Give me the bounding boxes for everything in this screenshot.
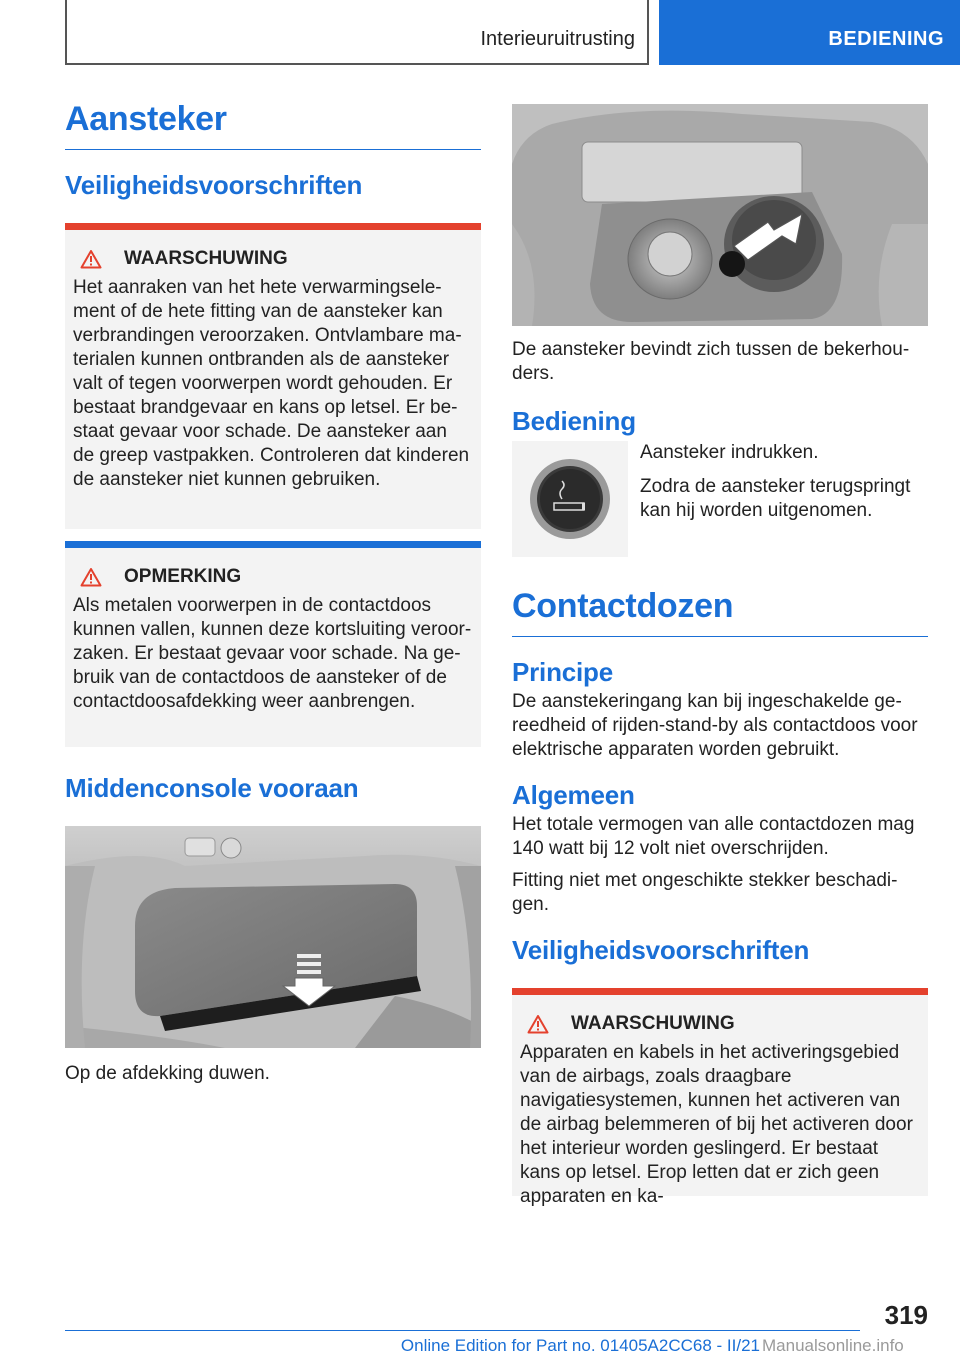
page-number: 319 bbox=[884, 1300, 928, 1330]
notice-label: OPMERKING bbox=[124, 566, 242, 587]
sockets-warning-label: WAARSCHUWING bbox=[571, 1013, 735, 1034]
warning-text: Het aanraken van het hete verwarmingselement of de hete fitting van de aansteker kan verbrandingen veroorzaken. Ontvlambare materialen kunnen ontbranden als de aansteker valt of tegen voorwerpen wordt gehouden. Er bestaat brandgevaar en kans op letsel. Er bestaat gevaar voor schade. De aansteker aan de greep vastpakken. Controleren dat kinderen de aansteker niet kunnen gebruiken. bbox=[73, 277, 470, 490]
section-title-contactdozen: Contactdozen bbox=[512, 587, 928, 637]
principle-text: De aanstekeringang kan bij ingeschakelde gereedheid of rijden-stand-by als contactdoos voor elektrische apparaten worden gebruikt. bbox=[512, 691, 918, 760]
general-text-1: Het totale vermogen van alle contactdozen mag 140 watt bij 12 volt niet overschrijden. bbox=[512, 814, 915, 859]
sockets-warning-box bbox=[512, 988, 928, 1207]
heading-middle-console: Middenconsole vooraan bbox=[65, 773, 359, 803]
notice-title bbox=[73, 566, 473, 588]
notice-text: Als metalen voorwerpen in de contactdoos kunnen vallen, kunnen deze kortsluiting veroorzaken. Er bestaat gevaar voor schade. Na gebruik van de contactdoos de aansteker of de contactdoosafdekking weer aanbrengen. bbox=[73, 595, 472, 712]
warning-triangle-icon bbox=[80, 567, 102, 587]
heading-general: Algemeen bbox=[512, 780, 635, 810]
right-column bbox=[512, 104, 928, 1207]
console-cover-photo bbox=[65, 826, 481, 1048]
warning-title bbox=[73, 248, 473, 270]
notice-box bbox=[65, 541, 481, 747]
warning-box bbox=[65, 223, 481, 529]
operation-step-1: Aansteker indrukken. bbox=[640, 442, 819, 463]
sockets-warning-title bbox=[520, 1013, 920, 1035]
footer-edition: Online Edition for Part no. 01405A2CC68 - II/21 bbox=[400, 1336, 760, 1355]
heading-operation: Bediening bbox=[512, 406, 636, 436]
warning-triangle-icon bbox=[80, 249, 102, 269]
cupholder-caption: De aansteker bevindt zich tussen de bekerhouders. bbox=[512, 339, 910, 384]
operation-block bbox=[512, 441, 928, 557]
warning-label: WAARSCHUWING bbox=[124, 248, 288, 269]
console-caption: Op de afdekking duwen. bbox=[65, 1063, 270, 1084]
header-section-label: Interieuruitrusting bbox=[480, 28, 635, 50]
cupholder-photo bbox=[512, 104, 928, 326]
general-text-2: Fitting niet met ongeschikte stekker beschadigen. bbox=[512, 870, 898, 915]
footer-rule bbox=[65, 1330, 860, 1331]
header-chapter-tab bbox=[659, 0, 960, 65]
warning-triangle-icon bbox=[527, 1014, 549, 1034]
header-chapter-label: BEDIENING bbox=[828, 28, 944, 50]
sockets-warning-text: Apparaten en kabels in het activeringsgebied van de airbags, zoals draagbare navigatiesystemen, kunnen het activeren van de airbag belemmeren of bij het activeren door het interieur worden geslingerd. Er bestaat kans op letsel. Erop letten dat er zich geen apparaten en ka- bbox=[520, 1042, 913, 1207]
left-column bbox=[65, 100, 481, 1086]
lighter-button-photo bbox=[512, 441, 628, 557]
cupholder-illustration bbox=[512, 104, 928, 326]
heading-safety: Veiligheidsvoorschriften bbox=[65, 170, 363, 200]
operation-steps bbox=[628, 441, 916, 557]
console-cover-illustration bbox=[65, 826, 481, 1048]
section-title-aansteker: Aansteker bbox=[65, 100, 481, 150]
operation-step-2: Zodra de aansteker terugspringt kan hij worden uitgenomen. bbox=[640, 476, 911, 521]
header-section-tab bbox=[65, 0, 649, 65]
heading-safety-sockets: Veiligheidsvoorschriften bbox=[512, 935, 810, 965]
heading-principle: Principe bbox=[512, 657, 613, 687]
footer-site: Manualsonline.info bbox=[762, 1336, 904, 1355]
lighter-button-icon bbox=[520, 449, 620, 549]
